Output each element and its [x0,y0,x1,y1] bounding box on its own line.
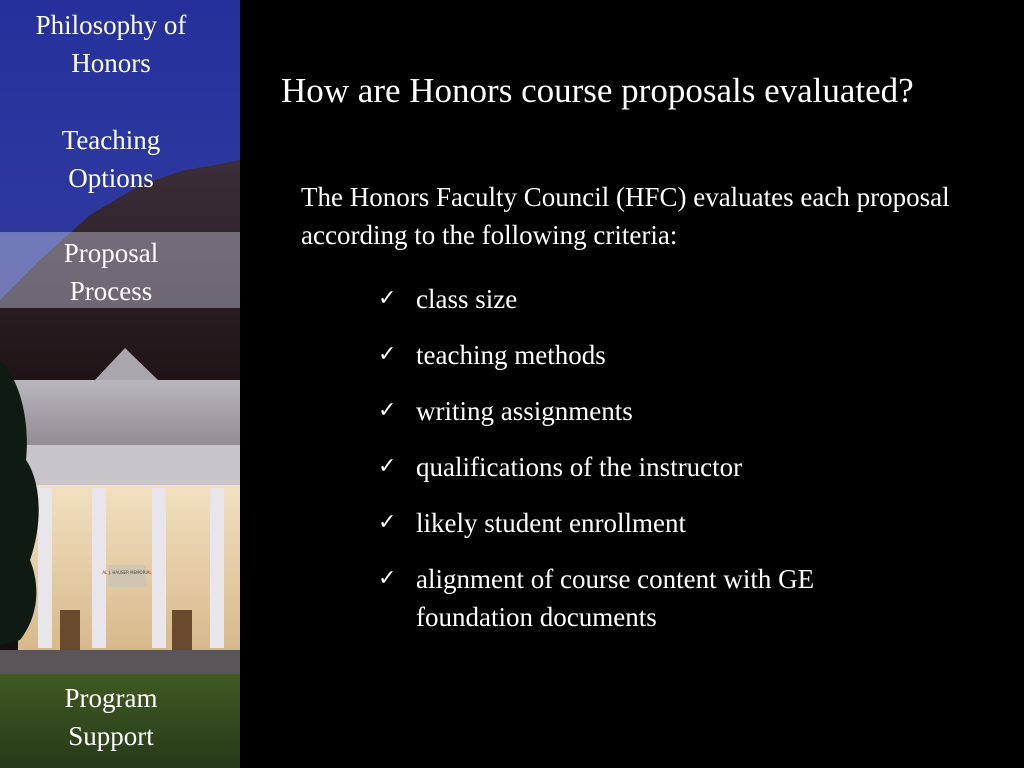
list-item [378,504,998,542]
check-mark-icon: ✓ [378,286,397,311]
building-plaque [108,565,146,587]
column [38,488,52,648]
door [60,610,80,650]
column [210,488,224,648]
criteria-list [378,280,998,654]
sidebar-item-label: Process [69,276,153,306]
list-item [378,336,998,374]
check-mark-icon: ✓ [378,398,397,423]
criterion-text-continued: foundation documents [416,602,657,632]
list-item [378,560,998,636]
slide-content [240,0,1024,768]
building-entablature [10,445,240,485]
check-mark-icon: ✓ [378,342,397,367]
criterion-text: alignment of course content with GE [416,564,815,594]
door [172,610,192,650]
building-steps [0,650,240,674]
sidebar-item-philosophy-of-honors[interactable] [0,6,222,82]
list-item [378,448,998,486]
campus-building-image [0,0,240,768]
sidebar-item-label: Philosophy of [35,10,187,40]
criterion-text: likely student enrollment [416,508,686,538]
sidebar-item-proposal-process[interactable] [0,232,240,308]
sidebar-item-label: Options [68,163,154,193]
page-title: How are Honors course proposals evaluated? [281,71,914,110]
building-plaque-text: AL J. HAUSER MEMORIAL [102,570,152,575]
list-item [378,280,998,318]
criterion-text: qualifications of the instructor [416,452,743,482]
check-mark-icon: ✓ [378,566,397,591]
sidebar-item-teaching-options[interactable] [0,121,222,197]
sidebar-item-label: Support [68,721,154,751]
criterion-text: teaching methods [416,340,606,370]
sidebar [0,0,240,768]
sidebar-item-label: Program [64,683,158,713]
column [152,488,166,648]
sidebar-item-label: Teaching [61,125,161,155]
column [92,488,106,648]
check-mark-icon: ✓ [378,510,397,535]
criterion-text: writing assignments [416,396,633,426]
list-item [378,392,998,430]
sidebar-item-label: Proposal [63,238,159,268]
sidebar-item-program-support[interactable] [0,679,222,755]
intro-paragraph: The Honors Faculty Council (HFC) evaluates each proposal according to the following criteria: [301,182,950,250]
sidebar-item-label: Honors [71,48,151,78]
building-roof [10,380,240,450]
check-mark-icon: ✓ [378,454,397,479]
criterion-text: class size [416,284,518,314]
